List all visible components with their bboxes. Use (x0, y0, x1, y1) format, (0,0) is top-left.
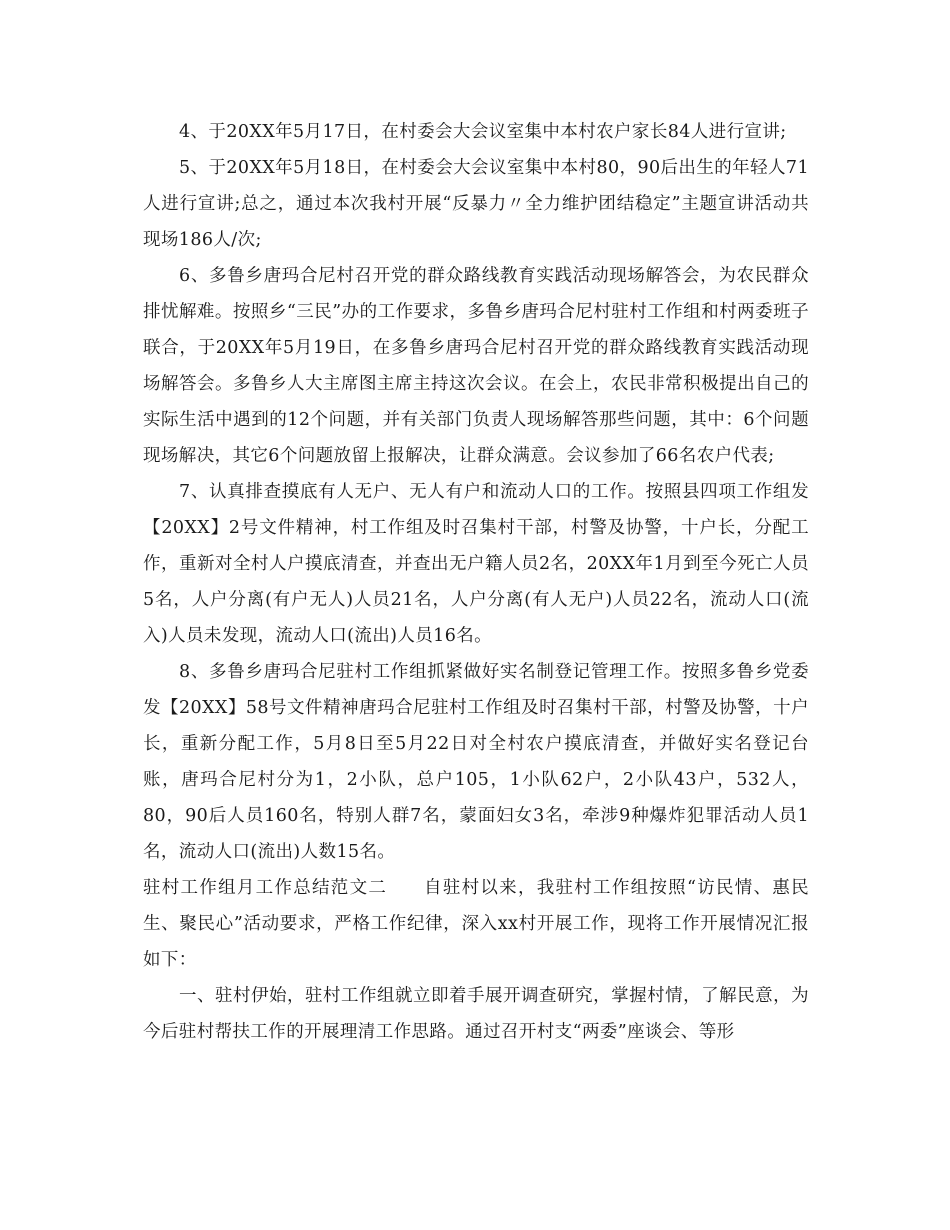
paragraph-item-4: 4、于20XX年5月17日，在村委会大会议室集中本村农户家长84人进行宣讲; (179, 122, 787, 142)
document-body (143, 114, 809, 1050)
paragraph-item-7: 7、认真排查摸底有人无户、无人有户和流动人口的工作。按照县四项工作组发【20XX】2号文件精神，村工作组及时召集村干部，村警及协警，十户长，分配工作，重新对全村人户摸底清查，并查出无户籍人员2名，20XX年1月到至今死亡人员5名，人户分离(有户无人)人员21名，人户分离(有人无户)人员22名，流动人口(流入)人员未发现，流动人口(流出)人员16名。 (143, 482, 809, 646)
section-title: 驻村工作组月工作总结范文二 (143, 878, 388, 898)
paragraph-item-6: 6、多鲁乡唐玛合尼村召开党的群众路线教育实践活动现场解答会，为农民群众排忧解难。按照乡“三民”办的工作要求，多鲁乡唐玛合尼村驻村工作组和村两委班子联合，于20XX年5月19日，在多鲁乡唐玛合尼村召开党的群众路线教育实践活动现场解答会。多鲁乡人大主席图主席主持这次会议。在会上，农民非常积极提出自己的实际生活中遇到的12个问题，并有关部门负责人现场解答那些问题，其中：6个问题现场解决，其它6个问题放留上报解决，让群众满意。会议参加了66名农户代表; (143, 266, 809, 466)
paragraph-item-5: 5、于20XX年5月18日，在村委会大会议室集中本村80，90后出生的年轻人71人进行宣讲;总之，通过本次我村开展“反暴力〃全力维护团结稳定”主题宣讲活动共现场186人/次; (143, 158, 809, 250)
paragraph-point-one: 一、驻村伊始，驻村工作组就立即着手展开调查研究，掌握村情，了解民意，为今后驻村帮扶工作的开展理清工作思路。通过召开村支“两委”座谈会、等形 (143, 986, 809, 1042)
section-intro: 自驻村以来，我驻村工作组按照“访民情、惠民生、聚民心”活动要求，严格工作纪律，深入xx村开展工作，现将工作开展情况汇报如下： (143, 878, 809, 970)
section-two-paragraph (143, 870, 809, 978)
paragraph-item-8: 8、多鲁乡唐玛合尼驻村工作组抓紧做好实名制登记管理工作。按照多鲁乡党委发【20XX】58号文件精神唐玛合尼驻村工作组及时召集村干部，村警及协警，十户长，重新分配工作，5月8日至5月22日对全村农户摸底清查，并做好实名登记台账，唐玛合尼村分为1，2小队，总户105，1小队62户，2小队43户，532人，80，90后人员160名，特别人群7名，蒙面妇女3名，牵涉9种爆炸犯罪活动人员1名，流动人口(流出)人数15名。 (143, 662, 809, 862)
